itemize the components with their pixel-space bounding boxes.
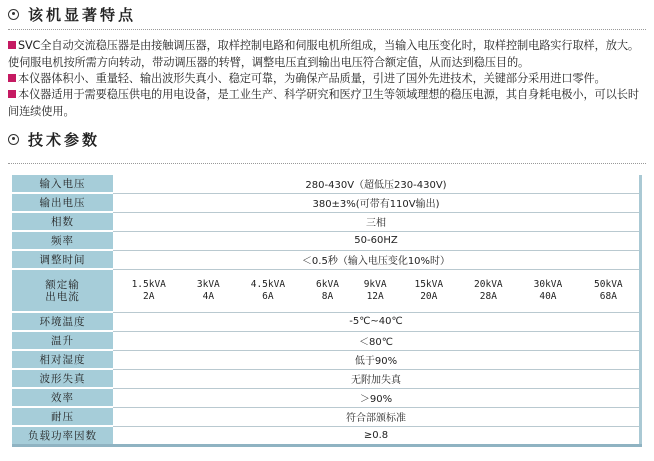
capacity-value: 30kVA	[533, 278, 563, 290]
row-value: 三相	[113, 212, 641, 231]
row-label: 输出电压	[12, 193, 113, 212]
section-heading-features	[8, 3, 136, 25]
row-label: 温升	[12, 331, 113, 350]
capacity-value: 4.5kVA	[250, 278, 286, 290]
square-bullet-icon	[8, 90, 16, 98]
row-label: 频率	[12, 231, 113, 250]
table-row	[12, 212, 641, 231]
rating-cell	[518, 269, 578, 312]
current-value: 40A	[539, 290, 557, 302]
row-value: ≥0.8	[113, 426, 641, 446]
row-value: 符合部颁标准	[113, 407, 641, 426]
rating-cell	[232, 269, 303, 312]
feature-paragraph	[8, 38, 648, 71]
capacity-value: 1.5kVA	[131, 278, 166, 290]
section-heading-specs	[8, 128, 100, 150]
table-row	[12, 312, 641, 331]
circle-bullet-icon	[8, 134, 19, 145]
row-label: 相数	[12, 212, 113, 231]
rating-cell	[578, 269, 641, 312]
table-row-rated-current	[12, 269, 641, 312]
square-bullet-icon	[8, 41, 16, 49]
capacity-value: 50kVA	[594, 278, 623, 290]
feature-paragraph	[8, 87, 648, 120]
rating-cell	[113, 269, 184, 312]
row-label: 波形失真	[12, 369, 113, 388]
current-value: 2A	[143, 290, 155, 302]
row-value: 280-430V（超低压230-430V)	[113, 175, 641, 193]
capacity-value: 3kVA	[196, 278, 220, 290]
current-value: 12A	[366, 290, 384, 302]
table-row	[12, 350, 641, 369]
row-value: ＜0.5秒（输入电压变化10%时）	[113, 250, 641, 269]
square-bullet-icon	[8, 74, 16, 82]
table-row	[12, 369, 641, 388]
dotted-divider	[8, 29, 646, 30]
spec-table	[12, 175, 642, 447]
table-row	[12, 250, 641, 269]
rating-cell	[304, 269, 352, 312]
current-value: 4A	[202, 290, 215, 302]
row-label: 输入电压	[12, 175, 113, 193]
rating-cell	[351, 269, 399, 312]
current-value: 8A	[321, 290, 334, 302]
row-value: ＜80℃	[113, 331, 641, 350]
dotted-divider	[8, 163, 646, 164]
row-value: 50-60HZ	[113, 231, 641, 250]
feature-text: 本仪器体积小、重量轻、输出波形失真小、稳定可靠，为确保产品质量，引进了国外先进技术，关键部分采用进口零件。	[18, 72, 606, 85]
section-title: 技术参数	[28, 130, 101, 149]
feature-text: SVC全自动交流稳压器是由接触调压器，取样控制电路和伺服电机所组成，当输入电压变化时，取样控制电路实行取样，放大。使伺服电机按所需方向转动，带动调压器的转臂，调整电压直到输出电压符合额定值，从而达到稳压目的。	[8, 39, 639, 69]
current-value: 6A	[262, 290, 274, 302]
row-label: 耐压	[12, 407, 113, 426]
capacity-value: 9kVA	[363, 278, 387, 290]
row-value: ＞90%	[113, 388, 641, 407]
table-row	[12, 175, 641, 193]
table-row	[12, 331, 641, 350]
table-row	[12, 193, 641, 212]
current-value: 68A	[599, 290, 617, 302]
row-label: 负载功率因数	[12, 426, 113, 446]
row-label: 相对湿度	[12, 350, 113, 369]
table-row	[12, 231, 641, 250]
rating-cell	[184, 269, 232, 312]
feature-text: 本仪器适用于需要稳压供电的用电设备，是工业生产、科学研究和医疗卫生等领域理想的稳压电源，其自身耗电极小，可以长时间连续使用。	[8, 88, 639, 118]
table-row	[12, 426, 641, 446]
row-label-line: 额定输	[45, 278, 80, 291]
capacity-value: 15kVA	[414, 278, 444, 290]
current-value: 20A	[420, 290, 438, 302]
row-value: 380±3%(可带有110V输出)	[113, 193, 641, 212]
table-row	[12, 407, 641, 426]
circle-bullet-icon	[8, 9, 19, 20]
current-value: 28A	[479, 290, 497, 302]
row-label	[12, 269, 113, 312]
rating-cell	[459, 269, 519, 312]
table-row	[12, 388, 641, 407]
row-label-line: 出电流	[45, 290, 80, 303]
row-label: 效率	[12, 388, 113, 407]
row-value: 无附加失真	[113, 369, 641, 388]
capacity-value: 20kVA	[474, 278, 503, 290]
capacity-value: 6kVA	[316, 278, 339, 290]
row-value: 低于90%	[113, 350, 641, 369]
row-label: 调整时间	[12, 250, 113, 269]
rating-cell	[399, 269, 459, 312]
row-value: -5℃~40℃	[113, 312, 641, 331]
section-title: 该机显著特点	[28, 5, 137, 24]
feature-paragraph	[8, 71, 648, 88]
row-label: 环境温度	[12, 312, 113, 331]
